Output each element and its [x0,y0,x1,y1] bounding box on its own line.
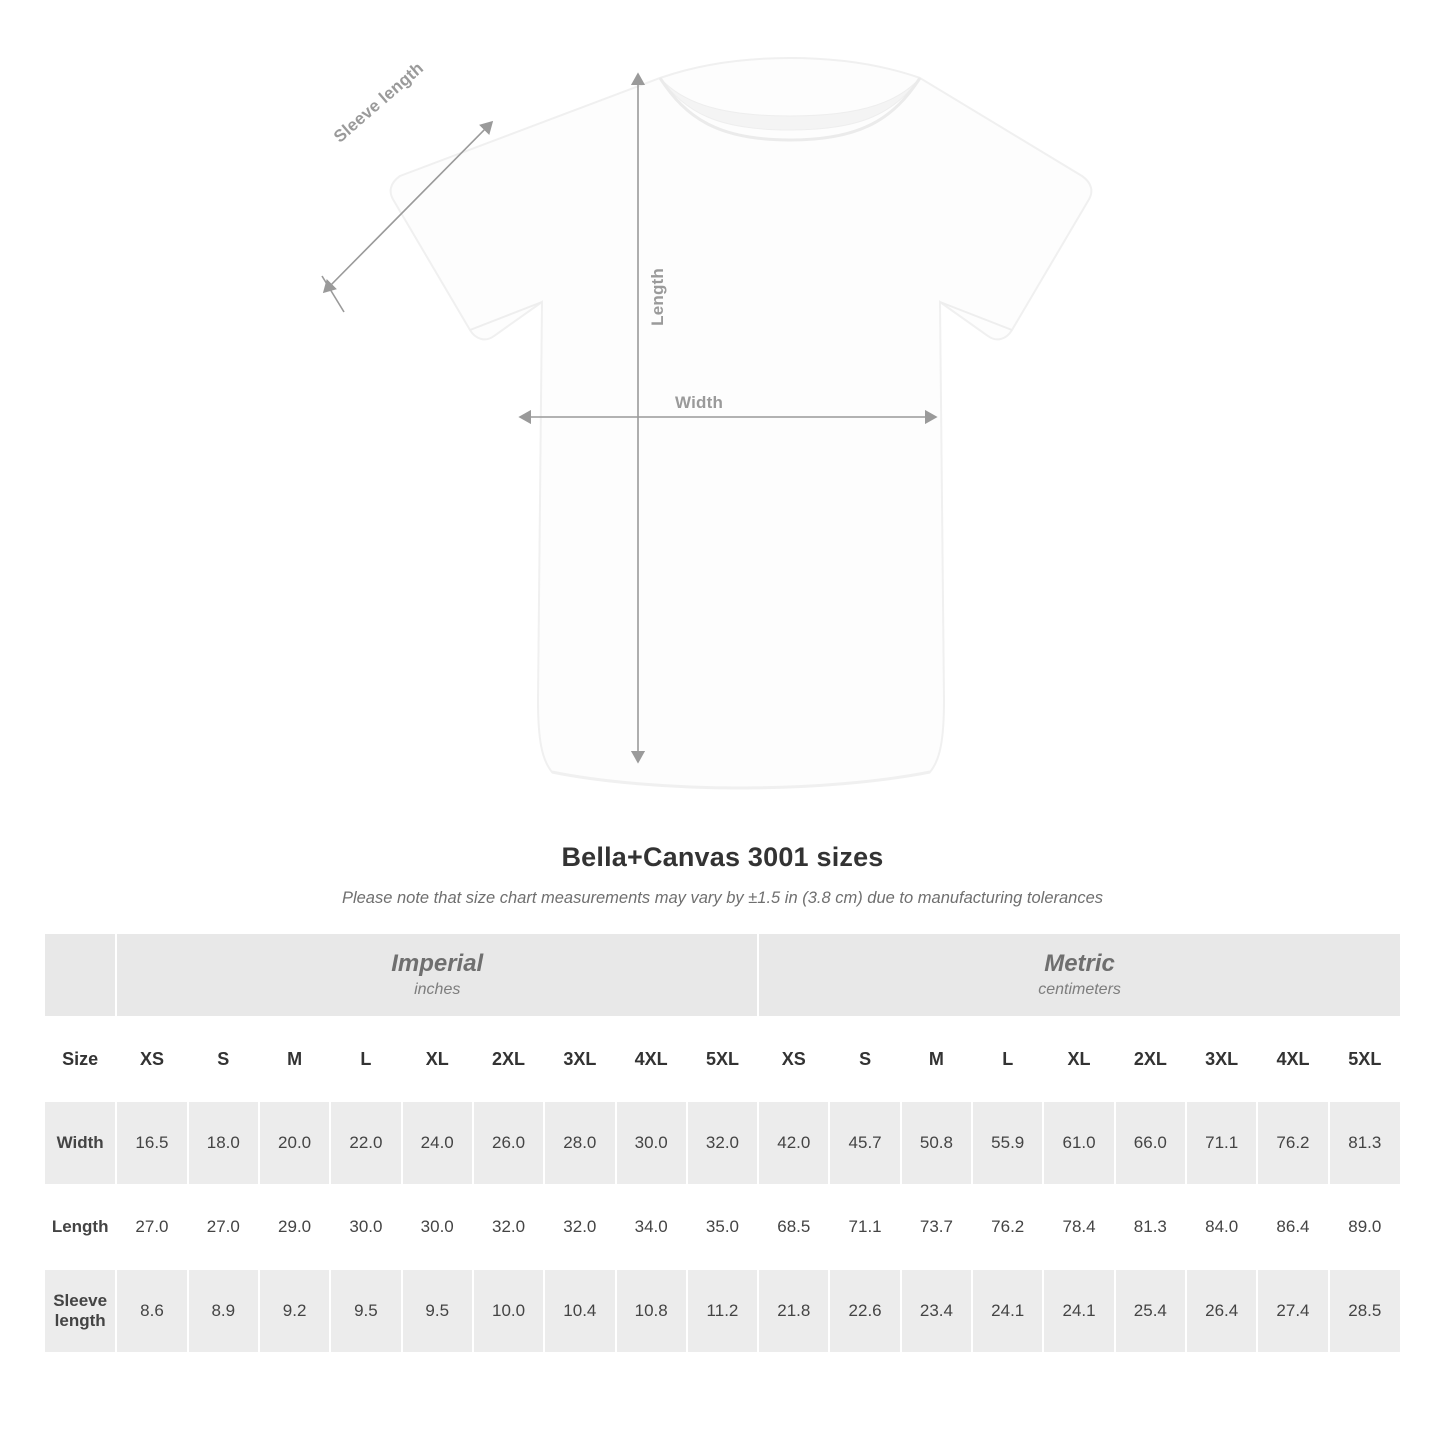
table-cell: 34.0 [616,1185,687,1269]
unit-header-imperial [116,934,758,1017]
imperial-name: Imperial [391,949,484,977]
table-cell: 8.9 [188,1269,259,1353]
size-header-cell: XS [758,1017,829,1101]
width-label: Width [675,393,724,412]
table-row [45,1269,1400,1353]
table-cell: 16.5 [116,1101,187,1185]
table-cell: 68.5 [758,1185,829,1269]
table-cell: 71.1 [1186,1101,1257,1185]
table-cell: 27.4 [1257,1269,1328,1353]
table-cell: 18.0 [188,1101,259,1185]
unit-header-metric [758,934,1400,1017]
size-header-cell: 2XL [1115,1017,1186,1101]
size-header-cell: XL [402,1017,473,1101]
size-header-cell: S [829,1017,900,1101]
table-cell: 32.0 [544,1185,615,1269]
size-table-wrapper [45,934,1400,1354]
title-block [0,842,1445,908]
table-cell: 32.0 [687,1101,758,1185]
table-cell: 81.3 [1115,1185,1186,1269]
table-cell: 30.0 [616,1101,687,1185]
size-header-cell: 4XL [1257,1017,1328,1101]
table-cell: 11.2 [687,1269,758,1353]
table-cell: 78.4 [1043,1185,1114,1269]
metric-sub: centimeters [1038,980,1121,998]
table-cell: 55.9 [972,1101,1043,1185]
table-cell: 28.0 [544,1101,615,1185]
size-header-cell: XL [1043,1017,1114,1101]
table-cell: 10.4 [544,1269,615,1353]
table-cell: 26.4 [1186,1269,1257,1353]
table-cell: 24.1 [972,1269,1043,1353]
table-cell: 76.2 [1257,1101,1328,1185]
size-header-cell: 4XL [616,1017,687,1101]
table-cell: 76.2 [972,1185,1043,1269]
table-cell: 28.5 [1329,1269,1400,1353]
table-cell: 20.0 [259,1101,330,1185]
table-cell: 27.0 [188,1185,259,1269]
table-cell: 30.0 [402,1185,473,1269]
table-cell: 26.0 [473,1101,544,1185]
sleeve-length-label: Sleeve length [330,58,428,147]
tshirt-shape [391,58,1092,788]
size-header-cell: 3XL [544,1017,615,1101]
length-label: Length [648,268,667,326]
size-header-cell: S [188,1017,259,1101]
table-cell: 24.0 [402,1101,473,1185]
table-cell: 8.6 [116,1269,187,1353]
table-cell: 86.4 [1257,1185,1328,1269]
row-label-width: Width [45,1101,116,1185]
table-cell: 42.0 [758,1101,829,1185]
metric-name: Metric [1044,949,1115,977]
table-cell: 89.0 [1329,1185,1400,1269]
table-cell: 25.4 [1115,1269,1186,1353]
imperial-sub: inches [414,980,461,998]
size-header-cell: 3XL [1186,1017,1257,1101]
size-header-cell: 2XL [473,1017,544,1101]
table-cell: 22.0 [330,1101,401,1185]
table-cell: 84.0 [1186,1185,1257,1269]
page-title: Bella+Canvas 3001 sizes [561,842,884,872]
table-cell: 10.8 [616,1269,687,1353]
table-cell: 22.6 [829,1269,900,1353]
size-header-cell: M [901,1017,972,1101]
tolerance-note: Please note that size chart measurements may vary by ±1.5 in (3.8 cm) due to manufacturing tolerances [341,889,1104,907]
table-cell: 21.8 [758,1269,829,1353]
table-cell: 35.0 [687,1185,758,1269]
row-label-length: Length [45,1185,116,1269]
size-table [45,934,1400,1354]
table-cell: 71.1 [829,1185,900,1269]
size-header-cell: XS [116,1017,187,1101]
table-row [45,1185,1400,1269]
table-cell: 29.0 [259,1185,330,1269]
table-cell: 45.7 [829,1101,900,1185]
size-header-cell: 5XL [1329,1017,1400,1101]
table-cell: 50.8 [901,1101,972,1185]
table-cell: 32.0 [473,1185,544,1269]
table-cell: 73.7 [901,1185,972,1269]
table-cell: 27.0 [116,1185,187,1269]
table-cell: 61.0 [1043,1101,1114,1185]
size-header-cell: 5XL [687,1017,758,1101]
unit-header-spacer [45,934,116,1017]
table-cell: 9.5 [402,1269,473,1353]
table-cell: 81.3 [1329,1101,1400,1185]
size-header-cell: L [330,1017,401,1101]
table-cell: 30.0 [330,1185,401,1269]
table-row [45,1101,1400,1185]
size-header-cell: L [972,1017,1043,1101]
table-cell: 9.2 [259,1269,330,1353]
size-header-cell: M [259,1017,330,1101]
row-header-size: Size [45,1017,116,1101]
table-cell: 23.4 [901,1269,972,1353]
unit-header-row [45,934,1400,1017]
table-cell: 10.0 [473,1269,544,1353]
size-header-row [45,1017,1400,1101]
table-cell: 66.0 [1115,1101,1186,1185]
table-cell: 9.5 [330,1269,401,1353]
row-label-sleeve-length: Sleeve length [45,1269,116,1353]
table-cell: 24.1 [1043,1269,1114,1353]
